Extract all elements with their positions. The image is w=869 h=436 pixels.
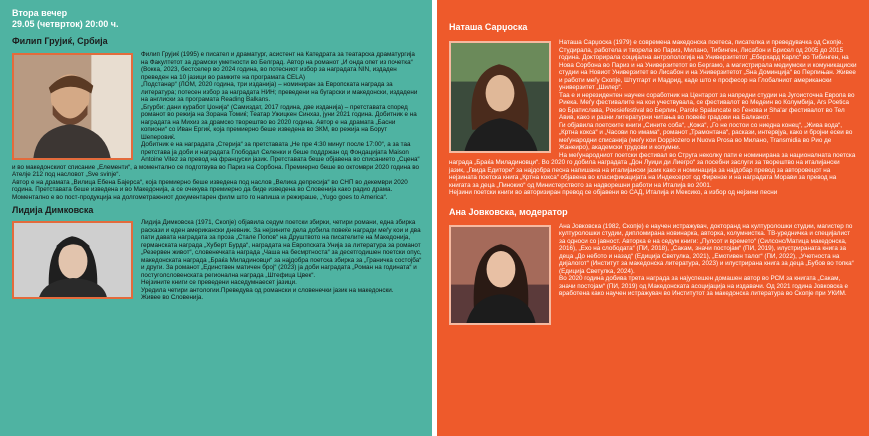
- bio-paragraph: Автор е на драмата „Вилица Ебена Бајерса“, која премиерно беше изведена под наслов „Велика депресија“ во СНП во декември 2020 година. Претставата беше изведена и во Македонија, а се очекува премиерно да биде изведена во Словенија како радио драма. Моментално е во пост-продукција на долгометражниот документарен филм што го напиша и режираше, „Yugo goes to America“.: [12, 178, 408, 201]
- bio-paragraph: Лидија Димковска (1971, Скопје) објавила седум поетски збирки, четири романи, една збирка раскази и еден американски дневник. За нејзините дела добила повеќе награди меѓу кои и два пати давата наградата за проза „Стале Попов“ на Друштвото на писателите на Македонија, германската награда „Хуберт Бурда“, наградата на Европската Унија за литература за романот „Резервен живот“, словенечката награда „Чаша на бесмртноста“ за десетгодишен поетски опус, македонската награда „Браќа Миладиновци“ за најдобра поетска збирка за „Граничка состојба“ и други. За романот „Единствен матичен број“ (2023) ја доби наградата „Роман на годината“ и постуголсловенската регионална награда „Штефица Цвек“.: [141, 219, 422, 279]
- person-name: Лидија Димковска: [12, 205, 94, 215]
- event-date: 29.05 (четврток) 20:00 ч.: [12, 19, 119, 29]
- bio-paragraph: Наташа Сарџоска (1979) е современа македонска поетеса, писателка и преведувачка од Скопје. Студирала, работела и творела во Париз, Милано, Тибинген, Лисабон и Брисел од 2005 до 2015 година. Докторирала социјална антропологија на Универзитетот „Еберхард Карлс“ во Тибинген, на Нова Сорбона во Париз и на Универзитетот во Бергамо, а магистрирала медиумски и комуникациски студии на Новиот Универзитет во Лисабон и на Универзитетот „Ѕна Доминција“ во Перпињан. Живее и работи меѓу Скопје, Штутгарт и Мадрид, каде што е професор на Глобалниот американски универзитет „Шилер“.: [559, 39, 857, 91]
- bio-paragraph: „Бгурби: дани куработ Џонија“ (Самиздат, 2017 година, две изданија) – претставата според романот во режија на Зорана Томиќ; Театар Ужицкен Синхаз, јуни 2021 година. Добитник е на наградата на Михиз за драмско творештво во 2020 година. Автор е на драмата „Басни копиони“ со Иван Ергиќ, која премиерно беше изведена во ЗКМ, во режија на Борут Шеперовиќ.: [141, 103, 417, 141]
- portrait-man-bearded-icon: [12, 53, 133, 160]
- bio-paragraph: Ана Јовковска (1982, Скопје) е научен истражувач, докторанд на културолошки студии, магистер по културолошки студии, дипломирана новинарка, авторка, колумнистка. ТВ-уредничка и специјалист за односи со јавност. Авторка е на седум книги: „Пулсот и времето“ (Силсонс/Матица македонска, 2016), „Ехо на слободата“ (ПИ, 2018), „Сакам, значи постојам“ (ПИ, 2019), илустрираната книга за деца „До небото и назад“ (Едиција Светулка, 2021), „Емотивен талог“ (ПИ, 2022), „Учетноста на дијалогот“ (Институт за македонска литература, 2023) и илустрирана книга за деца „Бубов во топка“ (Едиција Светулка, 2024).: [559, 222, 854, 275]
- bio-paragraph: Ги објавила поетските книги „Сините соба“, „Кожа“, „Го не постои со ниедна конец“, „Жива вода“, „Кртна кокса“ и „Часови по имама“, романот „Трамонтана“, раскази, интервјуа, како и бројни есеи во меѓународни списанија (меѓу кои Doppiozero и Nuova Prosa во Милано, Transmidia во Рио де Жанеиро), академски трудови и колумни.: [559, 121, 853, 151]
- person-section-lidija: [12, 205, 422, 302]
- person-name: Наташа Сарџоска: [449, 22, 528, 32]
- bio-paragraph: Во 2020 година добива трета награда за најуспешен домашен автор во РСМ за книгата „Сакам, значи постојам“ (ПИ, 2019) од Македонската асоцијација на издавачи. Од 2021 година Јовковска е вработена како научен истражувач во Институтот за македонска литература во Скопје при УКИМ.: [559, 275, 849, 297]
- person-section-ana: [449, 207, 857, 298]
- person-name: Филип Грујиќ, Србија: [12, 36, 108, 46]
- person-section-natasha: [449, 22, 857, 197]
- bio-paragraph: Таа е и нерезидентен научен соработник на Центарот за напредни студии на Југоисточна Европа во Риека. Меѓу фестивалите на кои учествувала, се фестивалот во Медеин во Колумбија, Ars Poetica во Братислава, Poesiefestival во Берлин, Parole Spalancate во Ѓенова и Sha'ar фестивалот во Тел Авив, како и разни литературни читања во повеќе градови на Балканот.: [559, 91, 855, 121]
- person-name: Ана Јовковска, модератор: [449, 206, 568, 217]
- portrait-woman-curly-hair-icon: [449, 41, 551, 153]
- portrait-woman-long-hair-icon: [449, 225, 551, 325]
- right-page: [437, 0, 869, 436]
- left-page: [0, 0, 432, 436]
- bio-paragraph: На меѓународниот поетски фестивал во Струга неколку пати е номинирана за националната поетска награда „Браќа Миладиновци“. Во 2020 го добила наградата „Дон Луиџи ди Лиегро“ за посебни заслуги за творештво на италијански јазик, „Гвида Едиторе“ за најдобра песна напишана на италијански јазик како и номинација за најдобар превод за авторовецот на нејзината поетска книга „Кртна кокса“ објавена во класификацијата на Индексерот од Фирензе и на наградата Морави за превод на книгата за деца „Пинокио“ од Министерството за надворешни работи на Италија во 2001.: [449, 151, 856, 189]
- bio-paragraph: Уредила четири антологии.Преведува од романски и словенечки јазик на македонски.: [141, 286, 394, 294]
- bio-paragraph: „Подстанар“ (ЛОМ, 2020 година, три изданија) – номиниран за Европската награда за литература; потесен избор за наградата НИН; преведени на бугарски и македонски, издадени на англиски за програмата Reading Balkans.: [141, 81, 418, 103]
- bio-paragraph: Нејзините книги се преведени наседумнаесет јазици.: [141, 279, 297, 286]
- bio-paragraph: Нејзини поетски книги во авторизиран превод се објавени во САД, Италија и Мексико, а избор од нејзини песни: [449, 189, 778, 196]
- event-title: Втора вечер: [12, 8, 68, 18]
- bio-paragraph: Добитник е на наградата „Стерија“ за претставата „Не пре 4:30 минут после 17:00“, а за таа претстава ја доби и наградата Глободал Селенки и беше поддржан од Фондацијата Maison Antoine Vitez за превод на француски јазик. Претставата беше објавена во списанието „Сцена“ и во македонскиот списание „Елементи“, а моментално се подготвува во Париз на Сорбона. Премиерно беше во октомври 2020 година во Ателје 212 под насловот „Sve svinje“.: [12, 141, 420, 178]
- portrait-woman-dark-hair-icon: [12, 221, 133, 299]
- bio-paragraph: Филип Грујиќ (1995) е писател и драматург, асистент на Катедрата за театарска драматургија на Факултетот за драмски уметности во Белград. Автор на романот „И онда опет из почетка“ (Вокка, 2023, бестселер во 2024 година, во потесниот избор за наградата NIN, издаден преведен на 10 јазици во рамките на програмата CELA): [141, 51, 415, 81]
- bio-paragraph: Живее во Словенија.: [141, 294, 204, 301]
- person-section-filip: [12, 36, 422, 201]
